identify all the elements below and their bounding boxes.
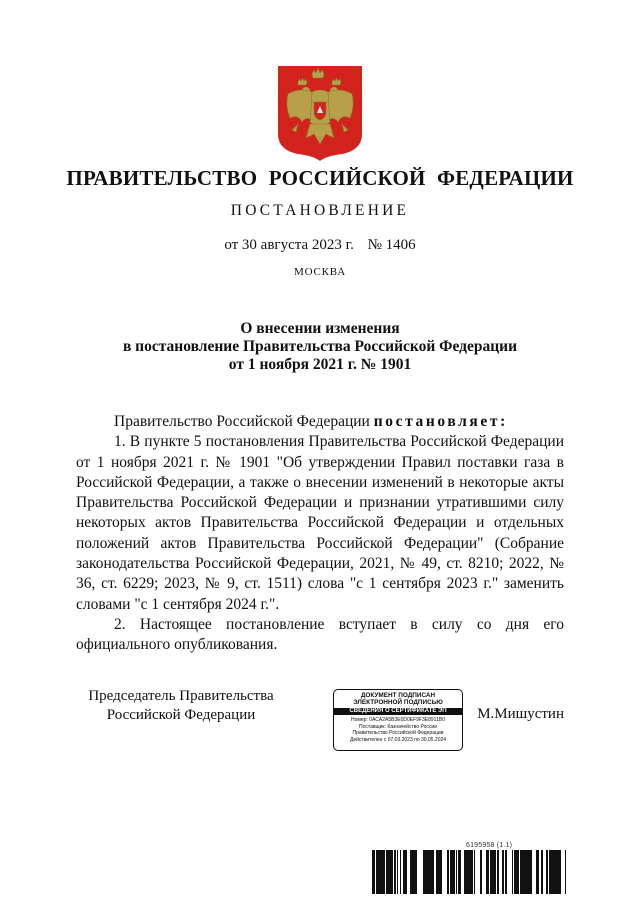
barcode-bar [555,850,558,894]
barcode-bar [376,850,378,894]
barcode-bar [388,850,390,894]
barcode-bar [493,850,496,894]
barcode-bar [523,850,524,894]
barcode-bar [384,850,385,894]
barcode-bar [454,850,455,894]
barcode-bar [430,850,432,894]
barcode-number: 6195958 (1.1) [466,842,513,849]
barcode-bar [372,850,373,894]
barcode-bar [497,850,499,894]
barcode-bar [382,850,384,894]
barcode-bar [374,850,375,894]
barcode-bar [411,850,412,894]
resolves-word: постановляет: [373,413,508,430]
barcode-bar [467,850,468,894]
barcode-bar [436,850,438,894]
date-number-line [0,237,640,254]
stamp-heading: ЭЛЕКТРОННОЙ ПОДПИСЬЮ [353,699,443,707]
barcode-bar [486,850,489,894]
barcode-bar [397,850,398,894]
stamp-row: Поставщик: Казначейство России [358,723,437,730]
barcode-bar [474,850,475,894]
body-paragraph: 1. В пункте 5 постановления Правительства Российской Федерации от 1 ноября 2021 г. № 1901 "Об утверждении Правил поставки газа в Российской Федерации, а также о внесении изменений в некоторые акты Правительства Российской Федерации и признании утратившими силу некоторых актов Правительства Российской Федерации и отдельных положений актов Правительства Российской Федерации" (Собрание законодательства Российской Федерации, 2021, № 49, ст. 8210; 2022, № 36, ст. 6229; 2023, № 9, ст. 1511) слова "с 1 сентября 2023 г." заменить словами "с 1 сентября 2024 г.". [76,433,564,613]
barcode-bar [517,850,518,894]
barcode-bar [456,850,457,894]
signatory-name: М.Мишустин [477,706,564,722]
stamp-row: Правительство Российской Федерации [352,730,444,737]
barcode-bar [506,850,507,894]
coat-of-arms-icon [276,64,364,162]
barcode-icon [372,850,566,894]
barcode-bar [415,850,417,894]
barcode-bar [405,850,406,894]
barcode-bar [502,850,503,894]
barcode-bar [521,850,523,894]
barcode-bar [549,850,552,894]
barcode-bar [403,850,405,894]
barcode-bar [552,850,553,894]
barcode-bar [553,850,555,894]
barcode-bar [448,850,449,894]
barcode-bar [406,850,407,894]
stamp-heading: ДОКУМЕНТ ПОДПИСАН [360,692,436,699]
barcode-bar [458,850,459,894]
barcode-bar [410,850,411,894]
barcode-bar [528,850,529,894]
barcode-bar [538,850,539,894]
barcode-bar [450,850,452,894]
barcode-bar [390,850,393,894]
barcode-bar [386,850,388,894]
barcode-bar [427,850,430,894]
city: МОСКВА [294,266,346,278]
document-type: ПОСТАНОВЛЕНИЕ [230,202,410,219]
barcode-bar [425,850,426,894]
barcode-bar [432,850,434,894]
body-intro [76,412,564,432]
stamp-band: СВЕДЕНИЯ О СЕРТИФИКАТЕ ЭП [334,708,462,716]
barcode-bar [525,850,528,894]
intro-text: Правительство Российской Федерации [114,413,374,430]
barcode-bar [373,850,374,894]
barcode-bar [480,850,482,894]
barcode-bar [453,850,454,894]
barcode-bar [441,850,442,894]
barcode-bar [472,850,473,894]
barcode-bar [452,850,453,894]
barcode-bar [490,850,493,894]
barcode-bar [529,850,530,894]
barcode-bar [438,850,441,894]
document-number: № 1406 [367,237,416,253]
barcode-bar [530,850,532,894]
barcode-bar [512,850,513,894]
barcode-bar [464,850,467,894]
barcode-bar [468,850,470,894]
barcode-bar [541,850,542,894]
barcode-bar [514,850,516,894]
barcode-bar [516,850,517,894]
barcode-bar [505,850,506,894]
government-title: ПРАВИТЕЛЬСТВО РОССИЙСКОЙ ФЕДЕРАЦИИ [66,166,574,190]
document-date: от 30 августа 2023 г. [224,237,354,253]
barcode-bar [381,850,382,894]
barcode-bar [459,850,460,894]
barcode-bar [560,850,561,894]
barcode-bar [378,850,381,894]
barcode-bar [423,850,425,894]
barcode-bar [412,850,414,894]
barcode-bar [565,850,566,894]
barcode-bar [460,850,461,894]
document-body [76,412,564,656]
position-line: Российской Федерации [106,707,256,723]
barcode-bar [546,850,548,894]
barcode-bar [395,850,396,894]
barcode-bar [447,850,448,894]
barcode-bar [400,850,401,894]
barcode-bar [536,850,538,894]
barcode-bar [524,850,525,894]
barcode-bar [414,850,415,894]
stamp-row: Номер: 0ACA2A5B3E0D0EF9F3E8911B0 [351,717,445,724]
barcode-bar [559,850,560,894]
document-subject [0,320,640,374]
barcode-bar [558,850,559,894]
barcode-bar [394,850,395,894]
position-line: Председатель Правительства [88,688,274,704]
barcode-bar [470,850,471,894]
signatory-position [76,687,286,725]
subject-line: О внесении изменения [240,320,400,337]
barcode-bar [503,850,504,894]
subject-line: от 1 ноября 2021 г. № 1901 [228,356,412,373]
e-signature-stamp [333,689,463,751]
barcode-bar [518,850,519,894]
barcode-bar [426,850,427,894]
barcode-bar [471,850,472,894]
subject-line: в постановление Правительства Российской Федерации [122,338,518,355]
stamp-row: Действителен с 07.03.2023 по 30.05.2024 [349,736,447,743]
body-paragraph: 2. Настоящее постановление вступает в силу со дня его официального опубликования. [76,615,564,654]
barcode-bar [542,850,543,894]
barcode-bar [520,850,521,894]
